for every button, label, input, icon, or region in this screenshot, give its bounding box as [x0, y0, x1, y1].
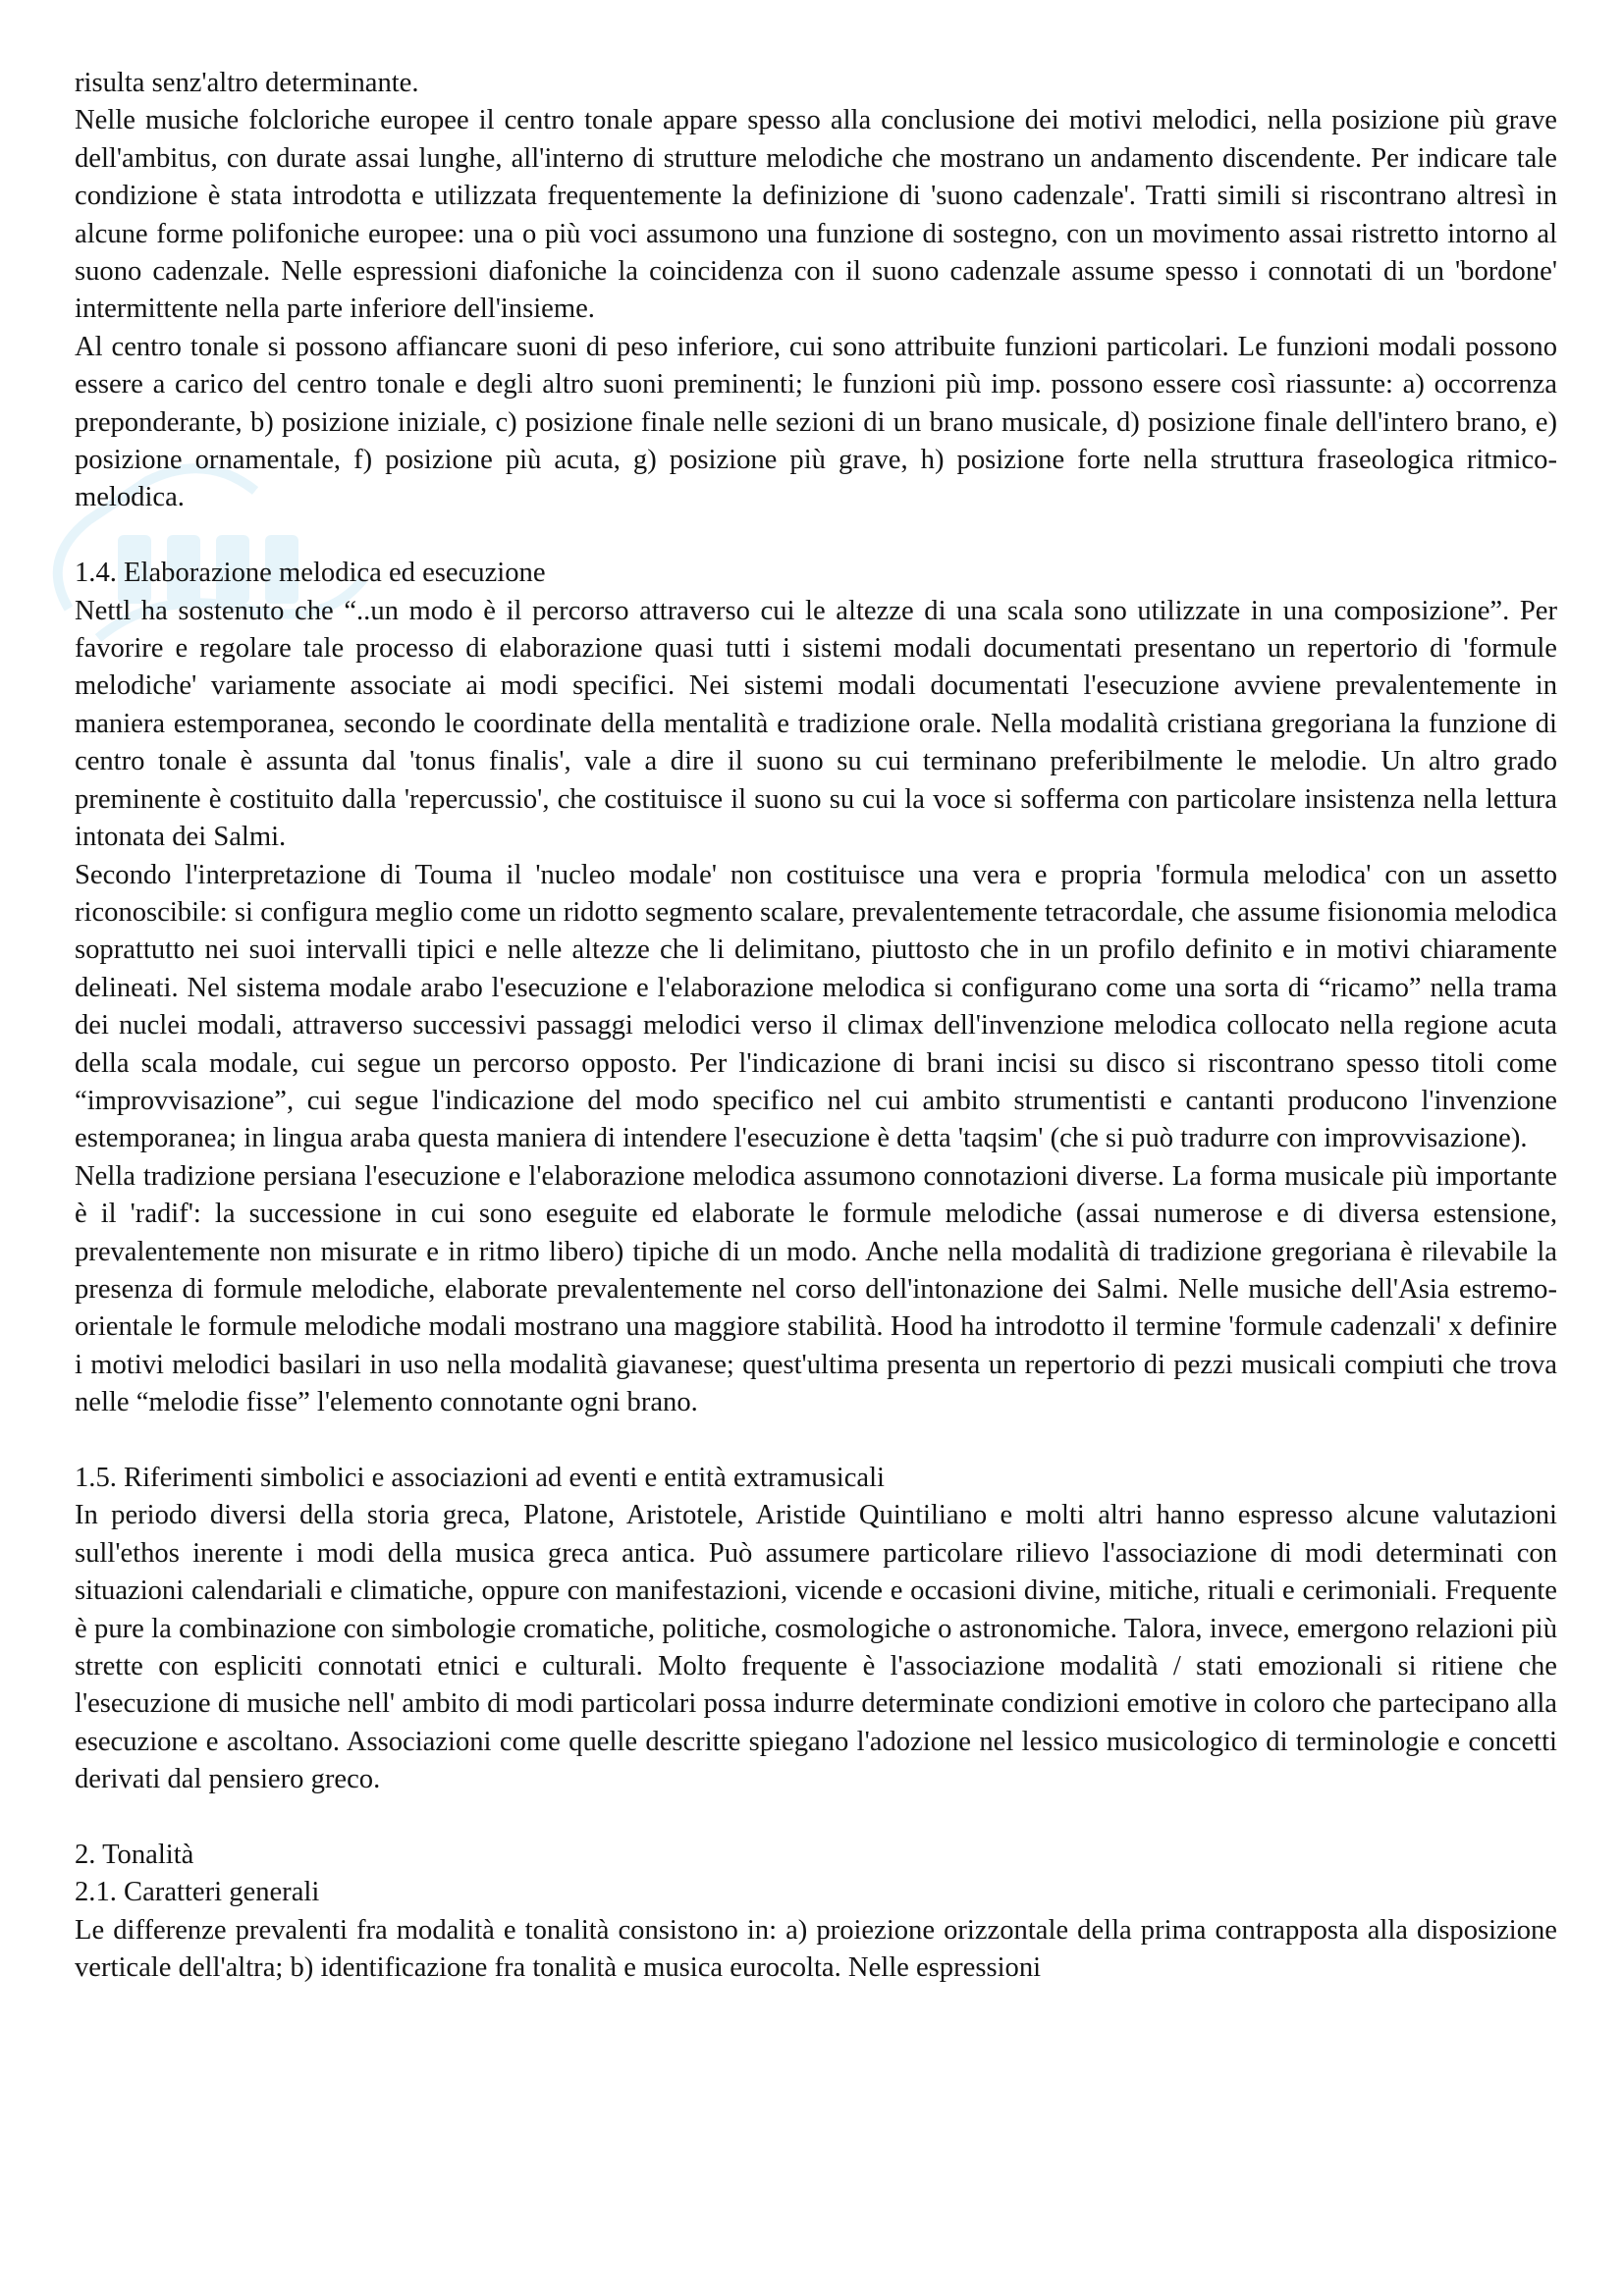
- section-heading: 2.1. Caratteri generali: [75, 1877, 320, 1908]
- paragraph: Al centro tonale si possono affiancare suoni di peso inferiore, cui sono attribuite funzioni particolari. Le funzioni modali possono essere a carico del centro tonale e degli altro suoni preminenti; le funzioni più imp. possono essere così riassunte: a) occorrenza preponderante, b) posizione iniziale, c) posizione finale nelle sezioni di un brano musicale, d) posizione finale dell'intero brano, e) posizione ornamentale, f) posizione più acuta, g) posizione più grave, h) posizione forte nella struttura fraseologica ritmico-melodica.: [75, 331, 1557, 513]
- paragraph: In periodo diversi della storia greca, Platone, Aristotele, Aristide Quintiliano e molti altri hanno espresso alcune valutazioni sull'ethos inerente i modi della musica greca antica. Può assumere particolare rilievo l'associazione di modi determinati con situazioni calendariali e climatiche, oppure con manifestazioni, vicende e occasioni divine, mitiche, rituali e cerimoniali. Frequente è pure la combinazione con simbologie cromatiche, politiche, cosmologiche o astronomiche. Talora, invece, emergono relazioni più strette con espliciti connotati etnici e culturali. Molto frequente è l'associazione modalità / stati emozionali si ritiene che l'esecuzione di musiche nell' ambito di modi particolari possa indurre determinate condizioni emotive in coloro che partecipano alla esecuzione e ascoltano. Associazioni come quelle descritte spiegano l'adozione nel lessico musicologico di terminologie e concetti derivati dal pensiero greco.: [75, 1500, 1557, 1795]
- paragraph-gap: [75, 1422, 1557, 1460]
- section-heading: 1.4. Elaborazione melodica ed esecuzione: [75, 558, 546, 589]
- paragraph: risulta senz'altro determinante.: [75, 68, 419, 98]
- paragraph: Le differenze prevalenti fra modalità e tonalità consistono in: a) proiezione orizzontale della prima contrapposta alla disposizione verticale dell'altra; b) identificazione fra tonalità e musica eurocolta. Nelle espressioni: [75, 1914, 1557, 1984]
- document-body: [75, 65, 1557, 1988]
- paragraph: Nettl ha sostenuto che “..un modo è il percorso attraverso cui le altezze di una scala sono utilizzate in una composizione”. Per favorire e regolare tale processo di elaborazione quasi tutti i sistemi modali documentati presentano un repertorio di 'formule melodiche' variamente associate ai modi specifici. Nei sistemi modali documentati l'esecuzione avviene prevalentemente in maniera estemporanea, secondo le coordinate della mentalità e tradizione orale. Nella modalità cristiana gregoriana la funzione di centro tonale è assunta dal 'tonus finalis', vale a dire il suono su cui terminano preferibilmente le melodie. Un altro grado preminente è costituito dalla 'repercussio', che costituisce il suono su cui la voce si sofferma con particolare insistenza nella lettura intonata dei Salmi.: [75, 595, 1557, 853]
- paragraph-gap: [75, 1799, 1557, 1837]
- section-heading: 2. Tonalità: [75, 1840, 194, 1871]
- paragraph: Nella tradizione persiana l'esecuzione e l'elaborazione melodica assumono connotazioni diverse. La forma musicale più importante è il 'radif': la successione in cui sono eseguite ed elaborate le formule melodiche (assai numerose e di diversa estensione, prevalentemente non misurate e in ritmo libero) tipiche di un modo. Anche nella modalità di tradizione gregoriana è rilevabile la presenza di formule melodiche, elaborate prevalentemente nel corso dell'intonazione dei Salmi. Nelle musiche dell'Asia estremo-orientale le formule melodiche modali mostrano una maggiore stabilità. Hood ha introdotto il termine 'formule cadenzali' x definire i motivi melodici basilari in uso nella modalità giavanese; quest'ultima presenta un repertorio di pezzi musicali compiuti che trova nelle “melodie fisse” l'elemento connotante ogni brano.: [75, 1160, 1557, 1418]
- paragraph: Secondo l'interpretazione di Touma il 'nucleo modale' non costituisce una vera e propria 'formula melodica' con un assetto riconoscibile: si configura meglio come un ridotto segmento scalare, prevalentemente tetracordale, che assume fisionomia melodica soprattutto nei suoi intervalli tipici e nelle altezze che li delimitano, piuttosto che in un profilo definito e in motivi chiaramente delineati. Nel sistema modale arabo l'esecuzione e l'elaborazione melodica si configurano come una sorta di “ricamo” nella trama dei nuclei modali, attraverso successivi passaggi melodici verso il climax dell'invenzione melodica collocato nella regione acuta della scala modale, cui segue un percorso opposto. Per l'indicazione di brani incisi su disco si riscontrano spesso titoli come “improvvisazione”, cui segue l'indicazione del modo specifico nel cui ambito strumentisti e cantanti producono l'invenzione estemporanea; in lingua araba questa maniera di intendere l'esecuzione è detta 'taqsim' (che si può tradurre con improvvisazione).: [75, 859, 1557, 1154]
- paragraph: Nelle musiche folcloriche europee il centro tonale appare spesso alla conclusione dei motivi melodici, nella posizione più grave dell'ambitus, con durate assai lunghe, all'interno di strutture melodiche che mostrano un andamento discendente. Per indicare tale condizione è stata introdotta e utilizzata frequentemente la definizione di 'suono cadenzale'. Tratti simili si riscontrano altresì in alcune forme polifoniche europee: una o più voci assumono una funzione di sostegno, con un movimento assai ristretto intorno al suono cadenzale. Nelle espressioni diafoniche la coincidenza con il suono cadenzale assume spesso i connotati di un 'bordone' intermittente nella parte inferiore dell'insieme.: [75, 105, 1557, 325]
- section-heading: 1.5. Riferimenti simbolici e associazioni ad eventi e entità extramusicali: [75, 1463, 885, 1493]
- paragraph-gap: [75, 517, 1557, 555]
